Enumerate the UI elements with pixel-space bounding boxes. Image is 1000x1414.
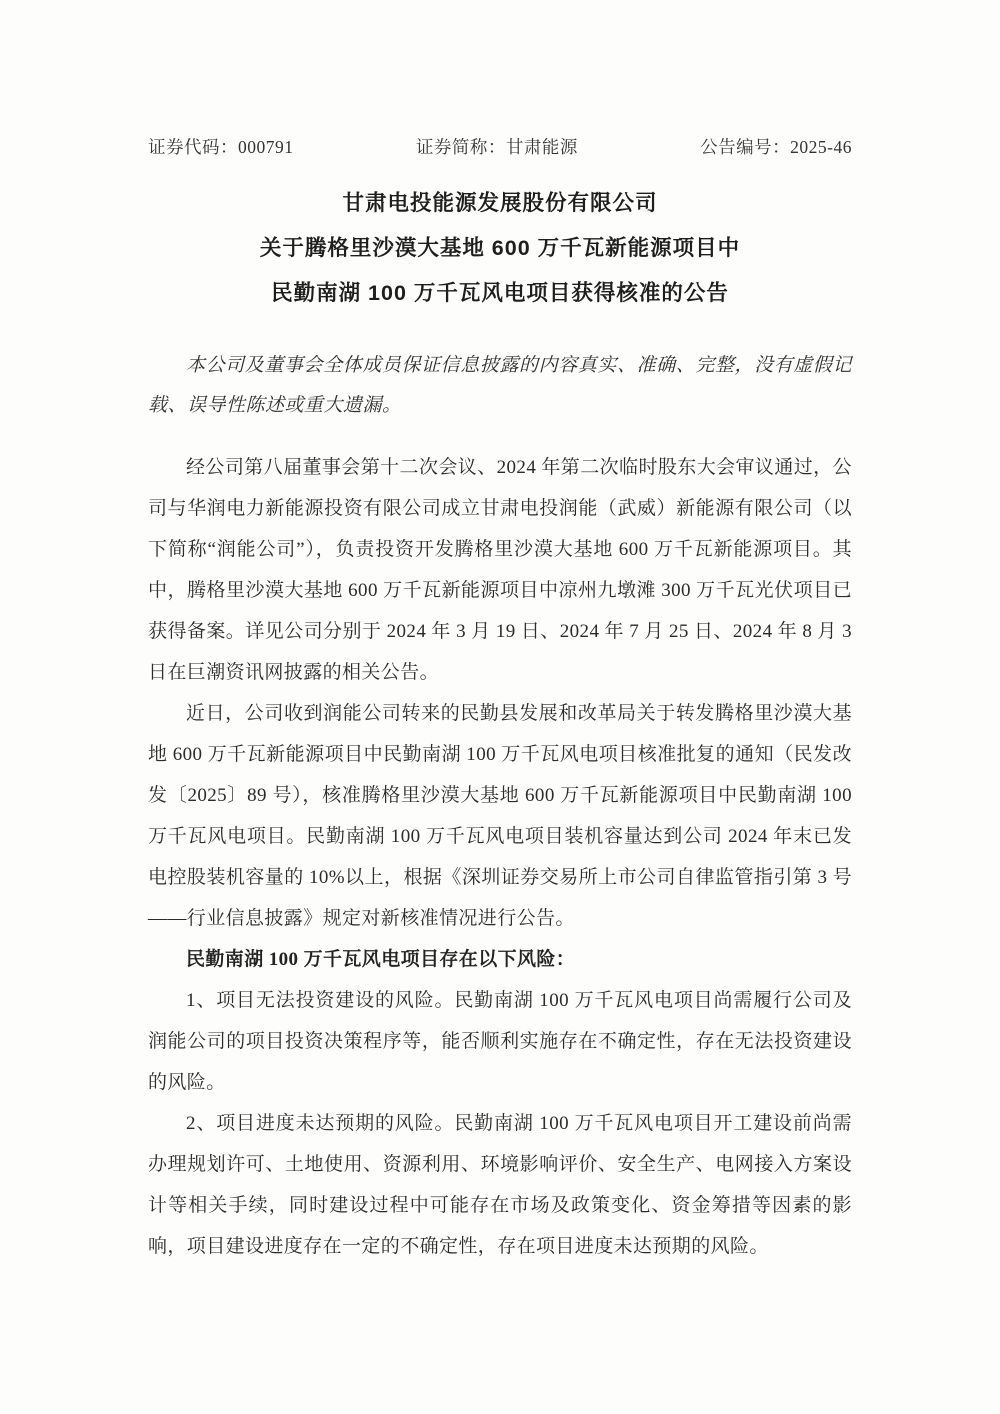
title-line-subject-2: 民勤南湖 100 万千瓦风电项目获得核准的公告	[271, 281, 729, 305]
document-title	[148, 181, 852, 316]
paragraph-approval-notice: 近日，公司收到润能公司转来的民勤县发展和改革局关于转发腾格里沙漠大基地 600 万千瓦新能源项目中民勤南湖 100 万千瓦风电项目核准批复的通知（民发改发〔2025〕89 号），核准腾格里沙漠大基地 600 万千瓦新能源项目中民勤南湖 100 万千瓦风电项目。民勤南湖 100 万千瓦风电项目装机容量达到公司 2024 年末已发电控股装机容量的 10%以上，根据《深圳证券交易所上市公司自律监管指引第 3 号——行业信息披露》规定对新核准情况进行公告。	[148, 703, 852, 929]
risk-item-1: 1、项目无法投资建设的风险。民勤南湖 100 万千瓦风电项目尚需履行公司及润能公司的项目投资决策程序等，能否顺利实施存在不确定性，存在无法投资建设的风险。	[148, 990, 852, 1093]
title-line-company: 甘肃电投能源发展股份有限公司	[342, 191, 658, 215]
disclaimer-statement: 本公司及董事会全体成员保证信息披露的内容真实、准确、完整，没有虚假记载、误导性陈述或重大遗漏。	[148, 355, 852, 416]
stock-code: 证券代码：000791	[148, 137, 294, 157]
document-body	[148, 447, 852, 1267]
risk-intro-line: 民勤南湖 100 万千瓦风电项目存在以下风险：	[186, 949, 576, 970]
announcement-number: 公告编号：2025-46	[700, 137, 852, 157]
risk-item-2: 2、项目进度未达预期的风险。民勤南湖 100 万千瓦风电项目开工建设前尚需办理规划许可、土地使用、资源利用、环境影响评价、安全生产、电网接入方案设计等相关手续，同时建设过程中可能存在市场及政策变化、资金筹措等因素的影响，项目建设进度存在一定的不确定性，存在项目进度未达预期的风险。	[148, 1113, 852, 1257]
stock-short-name: 证券简称：甘肃能源	[415, 137, 578, 157]
document-header	[148, 134, 852, 159]
paragraph-approval-history: 经公司第八届董事会第十二次会议、2024 年第二次临时股东大会审议通过，公司与华润电力新能源投资有限公司成立甘肃电投润能（武威）新能源有限公司（以下简称“润能公司”），负责投资开发腾格里沙漠大基地 600 万千瓦新能源项目。其中，腾格里沙漠大基地 600 万千瓦新能源项目中凉州九墩滩 300 万千瓦光伏项目已获得备案。详见公司分别于 2024 年 3 月 19 日、2024 年 7 月 25 日、2024 年 8 月 3 日在巨潮资讯网披露的相关公告。	[148, 457, 852, 683]
title-line-subject-1: 关于腾格里沙漠大基地 600 万千瓦新能源项目中	[259, 236, 741, 260]
